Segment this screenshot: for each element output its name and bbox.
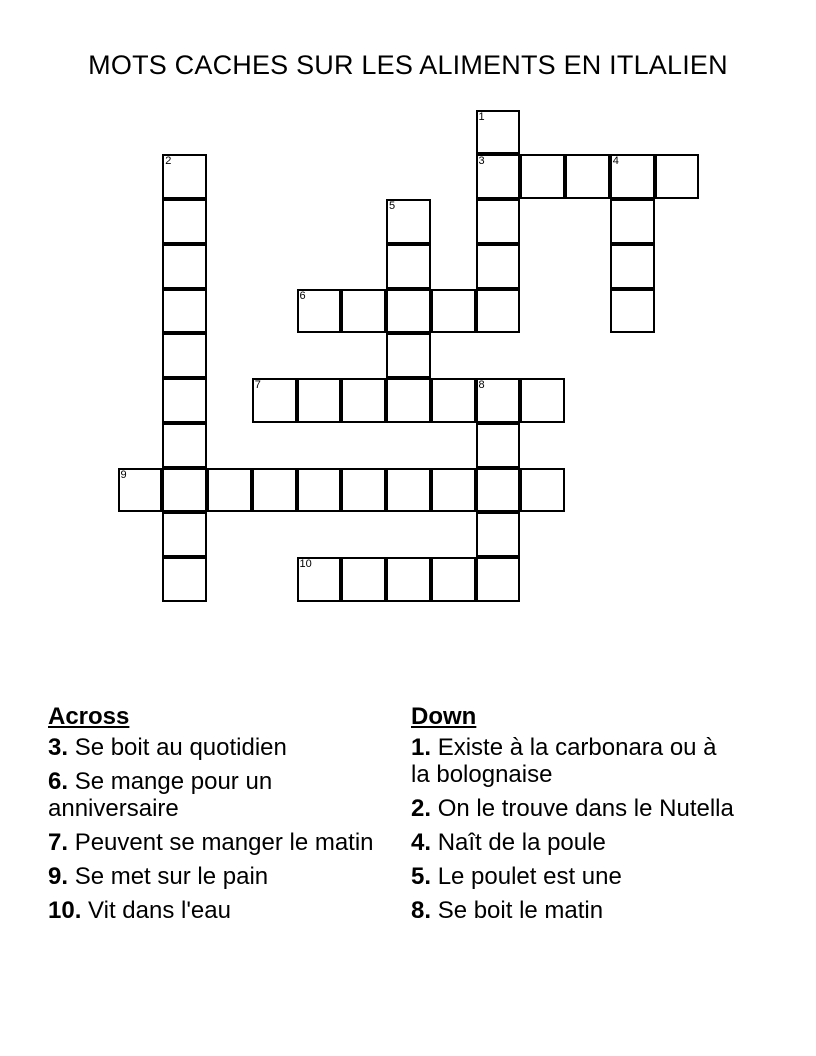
grid-cell[interactable]: [162, 333, 207, 378]
grid-cell[interactable]: [610, 244, 655, 289]
grid-cell[interactable]: [162, 557, 207, 602]
down-clue: [411, 795, 741, 822]
grid-cell[interactable]: [431, 468, 476, 513]
grid-cell[interactable]: [610, 154, 655, 199]
grid-cell[interactable]: [520, 468, 565, 513]
grid-cell[interactable]: [431, 557, 476, 602]
down-heading: Down: [411, 703, 477, 730]
grid-cell[interactable]: [341, 289, 386, 334]
grid-cell[interactable]: [341, 378, 386, 423]
grid-cell[interactable]: [476, 154, 521, 199]
grid-cell[interactable]: [341, 557, 386, 602]
grid-cell[interactable]: [476, 244, 521, 289]
grid-cell[interactable]: [341, 468, 386, 513]
grid-cell[interactable]: [386, 244, 431, 289]
grid-cell[interactable]: [565, 154, 610, 199]
clue-text: Peuvent se manger le matin: [74, 829, 374, 856]
cell-number: 7: [254, 379, 261, 391]
grid-cell[interactable]: [386, 333, 431, 378]
down-clue: [411, 734, 741, 788]
grid-cell[interactable]: [252, 378, 297, 423]
clue-number: 8.: [411, 897, 432, 924]
clue-text: Se mange pour un anniversaire: [48, 768, 273, 822]
clue-number: 10.: [48, 897, 82, 924]
clue-text: Vit dans l'eau: [88, 897, 231, 924]
cell-number: 3: [478, 155, 485, 168]
grid-cell[interactable]: [476, 423, 521, 468]
clue-text: Naît de la poule: [437, 829, 606, 856]
clue-number: 1.: [411, 734, 432, 761]
grid-cell[interactable]: [610, 199, 655, 244]
grid-cell[interactable]: [476, 199, 521, 244]
grid-cell[interactable]: [162, 289, 207, 334]
down-clue: [411, 863, 741, 890]
across-clues: [48, 703, 378, 931]
grid-cell[interactable]: [386, 378, 431, 423]
clue-text: On le trouve dans le Nutella: [437, 795, 734, 822]
grid-cell[interactable]: [386, 557, 431, 602]
cell-number: 4: [612, 155, 619, 168]
grid-cell[interactable]: [520, 154, 565, 199]
grid-cell[interactable]: [162, 512, 207, 557]
clue-number: 5.: [411, 863, 432, 890]
grid-cell[interactable]: [297, 557, 342, 602]
across-clue: [48, 734, 378, 761]
grid-cell[interactable]: [386, 199, 431, 244]
grid-cell[interactable]: [162, 423, 207, 468]
across-clue: [48, 829, 378, 856]
grid-cell[interactable]: [162, 244, 207, 289]
grid-cell[interactable]: [476, 557, 521, 602]
grid-cell[interactable]: [431, 289, 476, 334]
down-clues: [411, 703, 741, 931]
grid-cell[interactable]: [207, 468, 252, 513]
grid-cell[interactable]: [162, 199, 207, 244]
down-clue: [411, 829, 741, 856]
grid-cell[interactable]: [386, 289, 431, 334]
clue-number: 4.: [411, 829, 432, 856]
grid-cell[interactable]: [162, 378, 207, 423]
cell-number: 2: [165, 155, 172, 168]
grid-cell[interactable]: [476, 289, 521, 334]
clue-number: 2.: [411, 795, 432, 822]
grid-cell[interactable]: [297, 289, 342, 334]
grid-cell[interactable]: [476, 110, 521, 155]
cell-number: 6: [299, 289, 306, 302]
across-clue: [48, 768, 378, 822]
grid-cell[interactable]: [610, 289, 655, 334]
clue-number: 7.: [48, 829, 69, 856]
grid-cell[interactable]: [476, 378, 521, 423]
across-heading: Across: [48, 703, 130, 730]
clue-text: Se boit le matin: [437, 897, 604, 924]
grid-cell[interactable]: [297, 378, 342, 423]
page-title: MOTS CACHES SUR LES ALIMENTS EN ITLALIEN: [88, 50, 728, 80]
cell-number: 10: [299, 558, 312, 570]
grid-cell[interactable]: [386, 468, 431, 513]
grid-cell[interactable]: [476, 468, 521, 513]
grid-cell[interactable]: [162, 154, 207, 199]
down-clue: [411, 897, 741, 924]
grid-cell[interactable]: [297, 468, 342, 513]
cell-number: 1: [478, 110, 485, 123]
grid-cell[interactable]: [476, 512, 521, 557]
grid-cell[interactable]: [252, 468, 297, 513]
cell-number: 5: [389, 200, 396, 212]
clue-text: Se boit au quotidien: [74, 734, 287, 761]
grid-cell[interactable]: [118, 468, 163, 513]
clue-number: 6.: [48, 768, 69, 795]
grid-cell[interactable]: [520, 378, 565, 423]
grid-cell[interactable]: [431, 378, 476, 423]
grid-cell[interactable]: [162, 468, 207, 513]
clue-number: 3.: [48, 734, 69, 761]
across-clue: [48, 863, 378, 890]
clue-text: Existe à la carbonara ou à la bolognaise: [411, 734, 717, 788]
grid-cell[interactable]: [655, 154, 700, 199]
clue-text: Le poulet est une: [437, 863, 622, 890]
clue-text: Se met sur le pain: [74, 863, 269, 890]
cell-number: 9: [120, 468, 127, 481]
clue-number: 9.: [48, 863, 69, 890]
cell-number: 8: [478, 379, 485, 391]
across-clue: [48, 897, 378, 924]
